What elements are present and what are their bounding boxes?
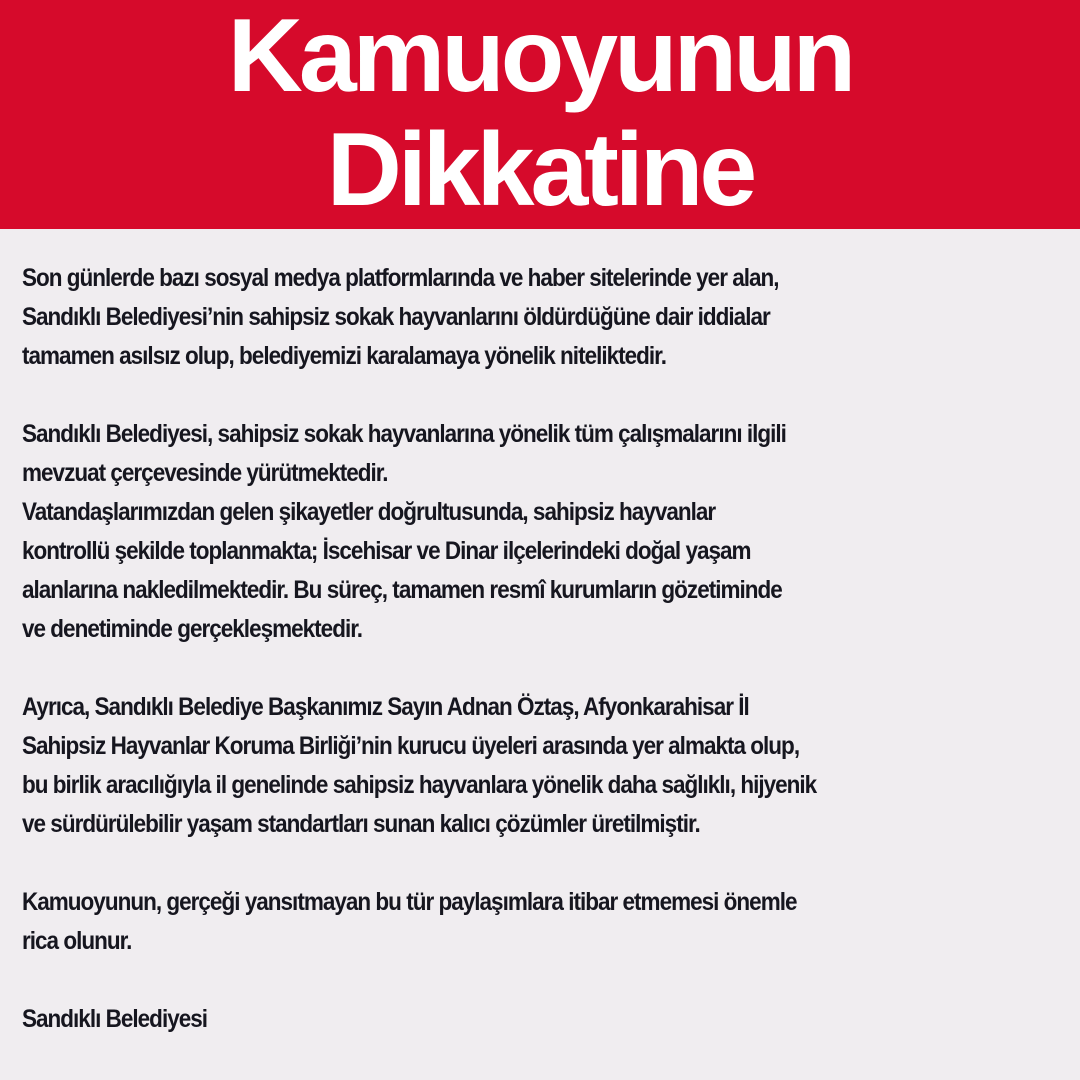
text-line: rica olunur. <box>22 927 132 955</box>
signature <box>22 1000 1062 1039</box>
title-line-1: Kamuoyunun <box>227 0 853 114</box>
header-banner <box>0 0 1080 229</box>
text-line: ve denetiminde gerçekleşmektedir. <box>22 615 363 643</box>
paragraph-denial <box>22 259 1062 376</box>
paragraph-process <box>22 415 1062 649</box>
paragraph-request <box>22 883 1062 961</box>
text-line: alanlarına nakledilmektedir. Bu süreç, tamamen resmî kurumların gözetiminde <box>22 576 782 604</box>
text-line: Sandıklı Belediyesi, sahipsiz sokak hayvanlarına yönelik tüm çalışmalarını ilgili <box>22 420 786 448</box>
text-line: Ayrıca, Sandıklı Belediye Başkanımız Sayın Adnan Öztaş, Afyonkarahisar İl <box>22 693 749 721</box>
title-line-2: Dikkatine <box>326 112 754 228</box>
text-line: Vatandaşlarımızdan gelen şikayetler doğrultusunda, sahipsiz hayvanlar <box>22 498 716 526</box>
text-line: tamamen asılsız olup, belediyemizi karalamaya yönelik niteliktedir. <box>22 342 666 370</box>
text-line: Sandıklı Belediyesi’nin sahipsiz sokak hayvanlarını öldürdüğüne dair iddialar <box>22 303 770 331</box>
text-line: mevzuat çerçevesinde yürütmektedir. <box>22 459 388 487</box>
text-line: Kamuoyunun, gerçeği yansıtmayan bu tür paylaşımlara itibar etmemesi önemle <box>22 888 797 916</box>
paragraph-mayor <box>22 688 1062 844</box>
signature-text: Sandıklı Belediyesi <box>22 1005 208 1033</box>
text-line: Sahipsiz Hayvanlar Koruma Birliği’nin kurucu üyeleri arasında yer almakta olup, <box>22 732 800 760</box>
text-line: kontrollü şekilde toplanmakta; İscehisar ve Dinar ilçelerindeki doğal yaşam <box>22 537 751 565</box>
text-line: ve sürdürülebilir yaşam standartları sunan kalıcı çözümler üretilmiştir. <box>22 810 700 838</box>
statement-body <box>22 259 1062 1078</box>
text-line: bu birlik aracılığıyla il genelinde sahipsiz hayvanlara yönelik daha sağlıklı, hijyenik <box>22 771 817 799</box>
text-line: Son günlerde bazı sosyal medya platformlarında ve haber sitelerinde yer alan, <box>22 264 779 292</box>
